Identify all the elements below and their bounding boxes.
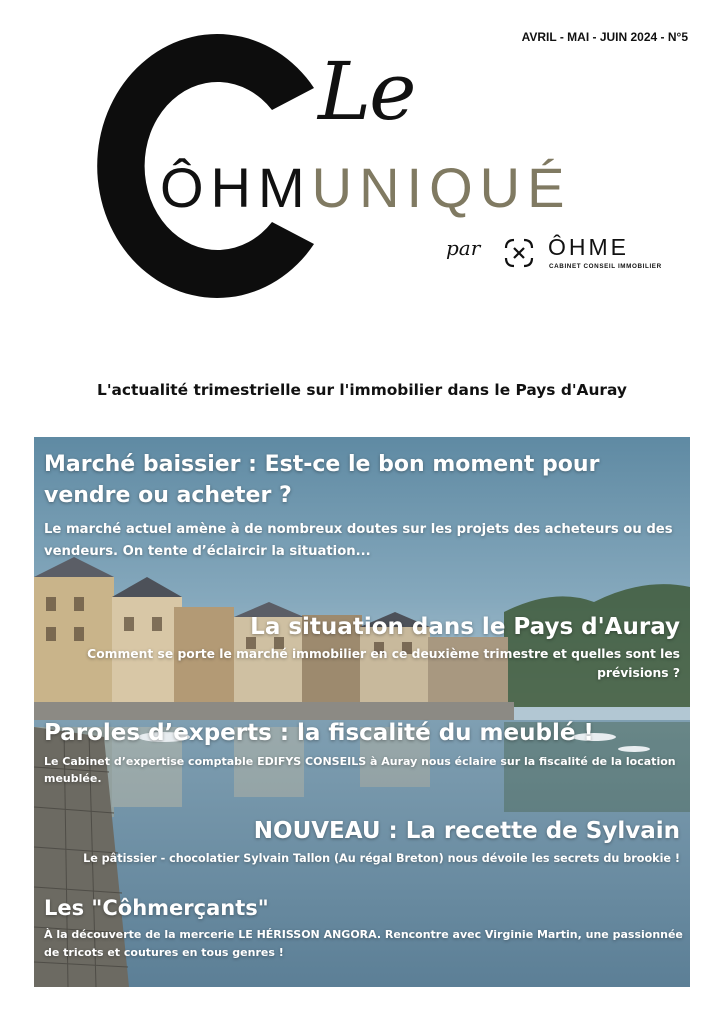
- masthead-title-dark: ÔHM: [160, 156, 312, 219]
- article-title: Paroles d’experts : la fiscalité du meublé !: [44, 720, 594, 746]
- article-summary: À la découverte de la mercerie LE HÉRISSON ANGORA. Rencontre avec Virginie Martin, une passionnée de tricots et coutures en tous genres !: [44, 928, 683, 959]
- article-title: NOUVEAU : La recette de Sylvain: [253, 818, 680, 844]
- article-title: Marché baissier : Est-ce le bon moment pour vendre ou acheter ?: [44, 452, 600, 509]
- ohme-logo-icon: [502, 236, 536, 270]
- article-summary: Comment se porte le marché immobilier en ce deuxième trimestre et quelles sont les prévisions ?: [87, 646, 680, 680]
- masthead-title-olive: UNIQUÉ: [311, 156, 572, 219]
- article-title: Les "Côhmerçants": [44, 896, 269, 920]
- brand-subtitle: CABINET CONSEIL IMMOBILIER: [549, 263, 662, 270]
- article-market: [44, 449, 684, 562]
- tagline: L'actualité trimestrielle sur l'immobilier dans le Pays d'Auray: [97, 381, 627, 399]
- masthead: [0, 0, 724, 360]
- article-summary: Le pâtissier - chocolatier Sylvain Tallon (Au régal Breton) nous dévoile les secrets du brookie !: [83, 851, 680, 865]
- cover-photo-panel: [34, 437, 690, 987]
- article-cohmercants: [44, 895, 684, 961]
- article-recipe: [40, 817, 680, 868]
- article-title: La situation dans le Pays d'Auray: [250, 614, 680, 640]
- article-experts: [44, 719, 684, 788]
- article-summary: Le marché actuel amène à de nombreux doutes sur les projets des acheteurs ou des vendeurs. On tente d’éclaircir la situation...: [44, 522, 673, 559]
- article-summary: Le Cabinet d’expertise comptable EDIFYS CONSEILS à Auray nous éclaire sur la fiscalité de la location meublée.: [44, 754, 676, 786]
- masthead-title: [160, 156, 572, 219]
- masthead-prefix: Le: [318, 45, 415, 138]
- issue-label: AVRIL - MAI - JUIN 2024 - N°5: [521, 30, 688, 44]
- brand-name: ÔHME: [548, 234, 629, 260]
- by-label: par: [446, 236, 481, 260]
- article-pays-auray: [40, 613, 680, 683]
